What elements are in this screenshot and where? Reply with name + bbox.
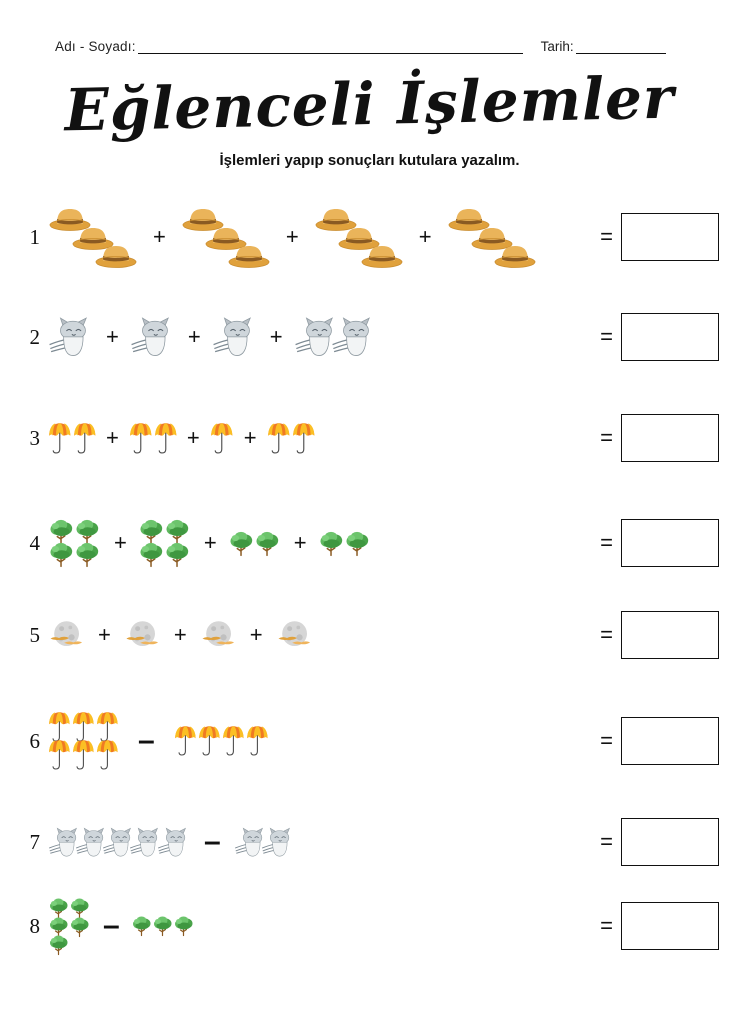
equals-sign: = [600,829,613,854]
cat-icon [331,315,378,359]
plus-operator: + [418,224,432,249]
plus-operator: + [269,324,283,349]
header [0,26,739,54]
icon-group-tree [138,518,193,568]
icon-group-tree [48,897,92,956]
umbrella-icon [48,739,71,771]
tree-icon [48,934,71,956]
icon-group-cat [48,315,95,359]
answer-box[interactable] [621,414,719,462]
icon-group-moon [124,620,161,650]
tree-icon [69,916,92,938]
problem-row [0,812,739,872]
umbrella-icon [198,725,221,757]
equals-sign: = [600,728,613,753]
tree-icon [344,530,373,557]
icon-groups [48,490,600,596]
answer-box[interactable] [621,519,719,567]
icon-groups [48,196,600,278]
problem-number: 2 [29,324,40,349]
plus-operator: + [106,425,119,450]
problem-number: 5 [29,622,40,647]
tree-icon [74,541,103,568]
answer-box[interactable] [621,818,719,866]
icon-groups [48,300,600,374]
icon-group-cat [48,826,191,858]
icon-group-umbrella [129,422,177,455]
plus-operator: + [249,622,263,647]
plus-operator: + [186,425,200,450]
answer-box[interactable] [621,313,719,361]
page-subtitle: İşlemleri yapıp sonuçları kutulara yazalım. [219,152,520,169]
icon-group-hat [314,206,404,269]
problem-number: 8 [29,913,40,938]
moon-icon [200,620,237,650]
equals-sign: = [600,224,613,249]
minus-operator: – [138,724,155,757]
icon-group-tree [131,915,196,937]
tree-icon [48,541,77,568]
umbrella-icon [222,725,245,757]
equals-sign: = [600,913,613,938]
plus-operator: + [98,622,111,647]
icon-group-cat [130,315,177,359]
icon-group-tree [318,530,373,557]
umbrella-icon [129,422,153,455]
icon-group-hat [447,206,537,269]
icon-group-cat [234,826,296,858]
umbrella-icon [154,422,178,455]
date-input-line[interactable] [576,37,666,54]
cat-icon [261,826,296,858]
problem-number: 1 [29,224,40,249]
tree-icon [254,530,283,557]
hat-icon [360,243,404,269]
umbrella-icon [246,725,269,757]
tree-icon [138,541,167,568]
answer-box[interactable] [621,717,719,765]
icon-group-moon [200,620,237,650]
plus-operator: + [173,622,187,647]
umbrella-icon [292,422,316,455]
umbrella-icon [73,422,97,455]
problem-row [0,898,739,954]
tree-icon [173,915,196,937]
icon-group-umbrella [210,422,234,455]
icon-group-tree [228,530,283,557]
problem-row [0,408,739,468]
problem-number: 4 [29,530,40,555]
problem-row [0,300,739,374]
equals-sign: = [600,622,613,647]
plus-operator: + [285,224,299,249]
icon-groups [48,812,600,872]
umbrella-icon [210,422,234,455]
equals-sign: = [600,425,613,450]
moon-icon [124,620,161,650]
umbrella-icon [48,422,72,455]
umbrella-icon [267,422,291,455]
plus-operator: + [203,530,217,555]
icon-groups [48,898,600,954]
icon-group-moon [276,620,313,650]
problem-row [0,490,739,596]
icon-group-umbrella [48,422,96,455]
hat-icon [227,243,271,269]
name-label: Adı - Soyadı: [55,39,136,54]
plus-operator: + [243,425,257,450]
problem-number: 3 [29,425,40,450]
tree-icon [164,541,193,568]
icon-group-umbrella [174,725,269,757]
plus-operator: + [187,324,201,349]
plus-operator: + [106,324,119,349]
cat-icon [48,315,95,359]
problem-row [0,684,739,798]
icon-group-hat [48,206,138,269]
equals-sign: = [600,530,613,555]
icon-groups [48,684,600,798]
answer-box[interactable] [621,611,719,659]
icon-group-moon [48,620,85,650]
moon-icon [48,620,85,650]
plus-operator: + [293,530,307,555]
name-input-line[interactable] [138,37,523,54]
problem-number: 6 [29,728,40,753]
icon-groups [48,604,600,666]
tree-icon [318,530,347,557]
umbrella-icon [72,739,95,771]
moon-icon [276,620,313,650]
tree-icon [228,530,257,557]
tree-icon [131,915,154,937]
icon-groups [48,408,600,468]
icon-group-cat [294,315,377,359]
icon-group-tree [48,518,103,568]
page-title: Eğlenceli İşlemler [63,63,676,145]
icon-group-umbrella [48,711,119,771]
answer-box[interactable] [621,902,719,950]
hat-icon [94,243,138,269]
plus-operator: + [114,530,127,555]
problem-row [0,604,739,666]
problem-number: 7 [29,829,40,854]
date-label: Tarih: [540,39,574,54]
problem-row [0,196,739,278]
tree-icon [152,915,175,937]
icon-group-cat [212,315,259,359]
hat-icon [493,243,537,269]
minus-operator: – [103,909,120,942]
cat-icon [157,826,192,858]
icon-group-hat [181,206,271,269]
minus-operator: – [204,825,221,858]
equals-sign: = [600,324,613,349]
umbrella-icon [96,739,119,771]
icon-group-umbrella [267,422,315,455]
plus-operator: + [153,224,166,249]
cat-icon [130,315,177,359]
cat-icon [212,315,259,359]
answer-box[interactable] [621,213,719,261]
umbrella-icon [174,725,197,757]
